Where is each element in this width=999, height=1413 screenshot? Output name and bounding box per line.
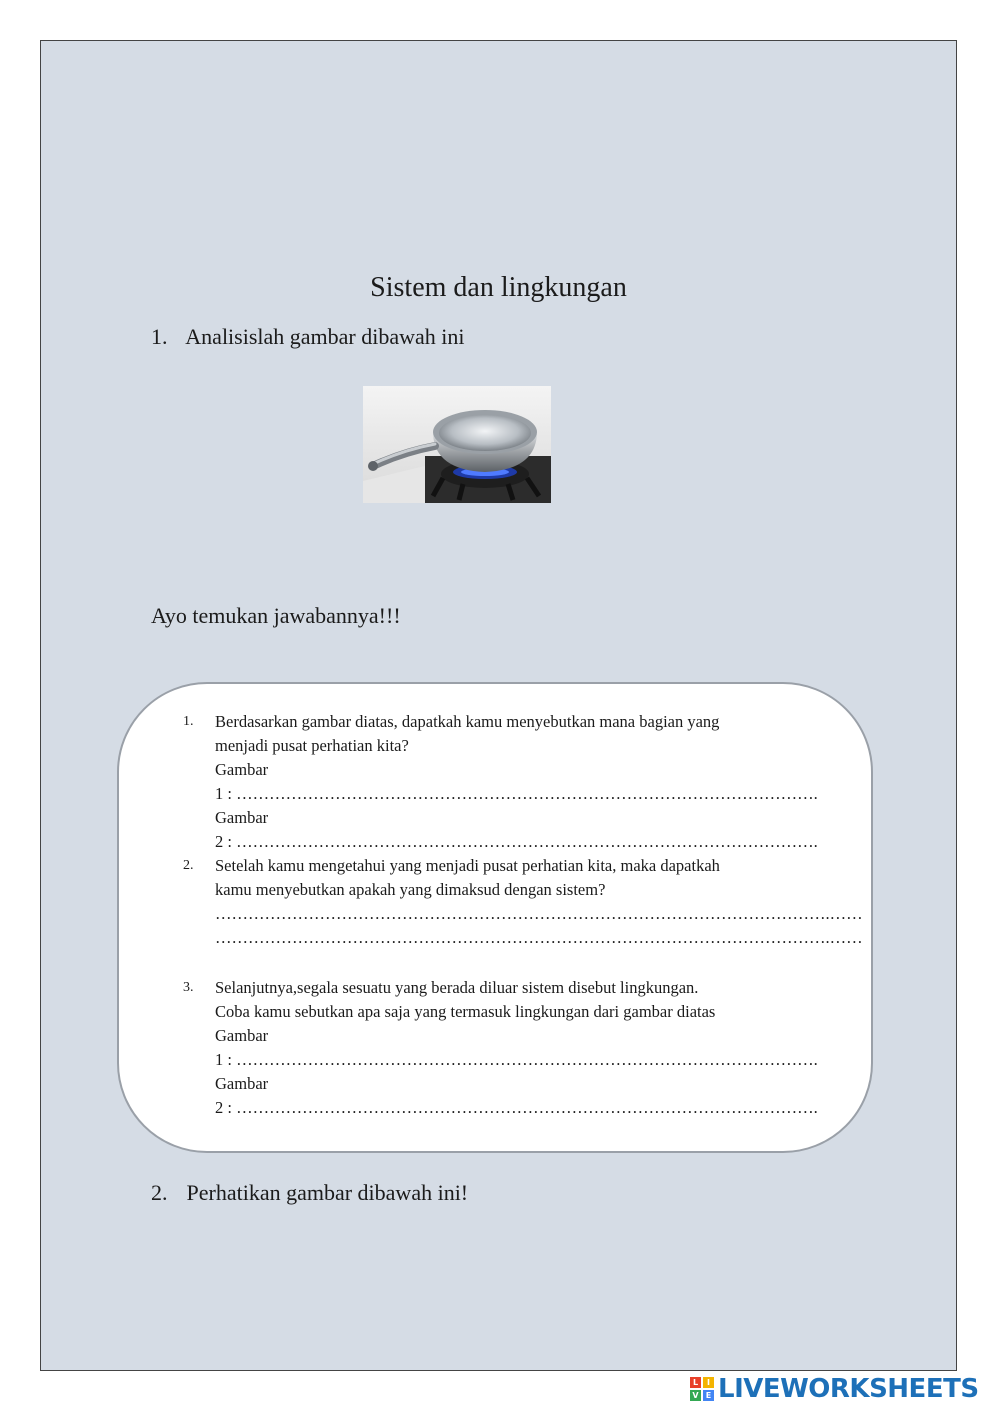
question-1-heading — [151, 323, 465, 351]
logo-mark-icon — [690, 1377, 714, 1401]
question-line: Selanjutnya,segala sesuatu yang berada diluar sistem disebut lingkungan. — [215, 978, 699, 997]
logo-letter-v: V — [690, 1390, 701, 1401]
answer-label: Gambar — [215, 760, 269, 779]
question-item-2 — [171, 854, 863, 950]
question-item-number: 3. — [183, 980, 194, 995]
answer-blank-2[interactable]: 2 : ……………………………………………………………………………………………. — [215, 832, 818, 851]
page-title: Sistem dan lingkungan — [370, 272, 627, 303]
question-1-number: 1. — [151, 324, 168, 349]
logo-letter-e: E — [703, 1390, 714, 1401]
answer-blank-1[interactable]: 1 : ……………………………………………………………………………………………. — [215, 784, 818, 803]
answer-blank-1[interactable]: 1 : ……………………………………………………………………………………………. — [215, 1050, 818, 1069]
answer-label: Gambar — [215, 1074, 269, 1093]
question-2-heading — [151, 1179, 468, 1207]
pan-on-stove-image — [363, 386, 551, 503]
question-2-number: 2. — [151, 1180, 168, 1205]
answer-blank-2[interactable]: 2 : ……………………………………………………………………………………………. — [215, 1098, 818, 1117]
logo-letter-l: L — [690, 1377, 701, 1388]
question-2-text: Perhatikan gambar dibawah ini! — [186, 1180, 469, 1205]
logo-letter-i: I — [703, 1377, 714, 1388]
logo-text: LIVEWORKSHEETS — [718, 1374, 979, 1404]
answer-blank-2[interactable]: ………………………………………………………………………………………………….…… — [215, 928, 863, 947]
prompt-text: Ayo temukan jawabannya!!! — [151, 603, 401, 628]
spacer — [171, 950, 831, 976]
answer-box — [117, 682, 873, 1153]
pan-illustration — [363, 386, 551, 503]
question-list — [171, 710, 863, 1120]
question-line: Berdasarkan gambar diatas, dapatkah kamu menyebutkan mana bagian yang — [215, 712, 720, 731]
question-line: menjadi pusat perhatian kita? — [215, 736, 409, 755]
worksheet-page — [40, 40, 957, 1371]
question-item-number: 1. — [183, 714, 194, 729]
answer-label: Gambar — [215, 1026, 269, 1045]
question-item-3 — [171, 976, 831, 1120]
question-line: Setelah kamu mengetahui yang menjadi pusat perhatian kita, maka dapatkah — [215, 856, 720, 875]
liveworksheets-logo[interactable] — [690, 1374, 979, 1404]
question-item-number: 2. — [183, 858, 194, 873]
answer-label: Gambar — [215, 808, 269, 827]
question-line: kamu menyebutkan apakah yang dimaksud dengan sistem? — [215, 880, 606, 899]
question-1-text: Analisislah gambar dibawah ini — [185, 324, 465, 349]
answer-blank-1[interactable]: ………………………………………………………………………………………………….…… — [215, 904, 863, 923]
question-item-1 — [171, 710, 831, 854]
question-line: Coba kamu sebutkan apa saja yang termasuk lingkungan dari gambar diatas — [215, 1002, 716, 1021]
